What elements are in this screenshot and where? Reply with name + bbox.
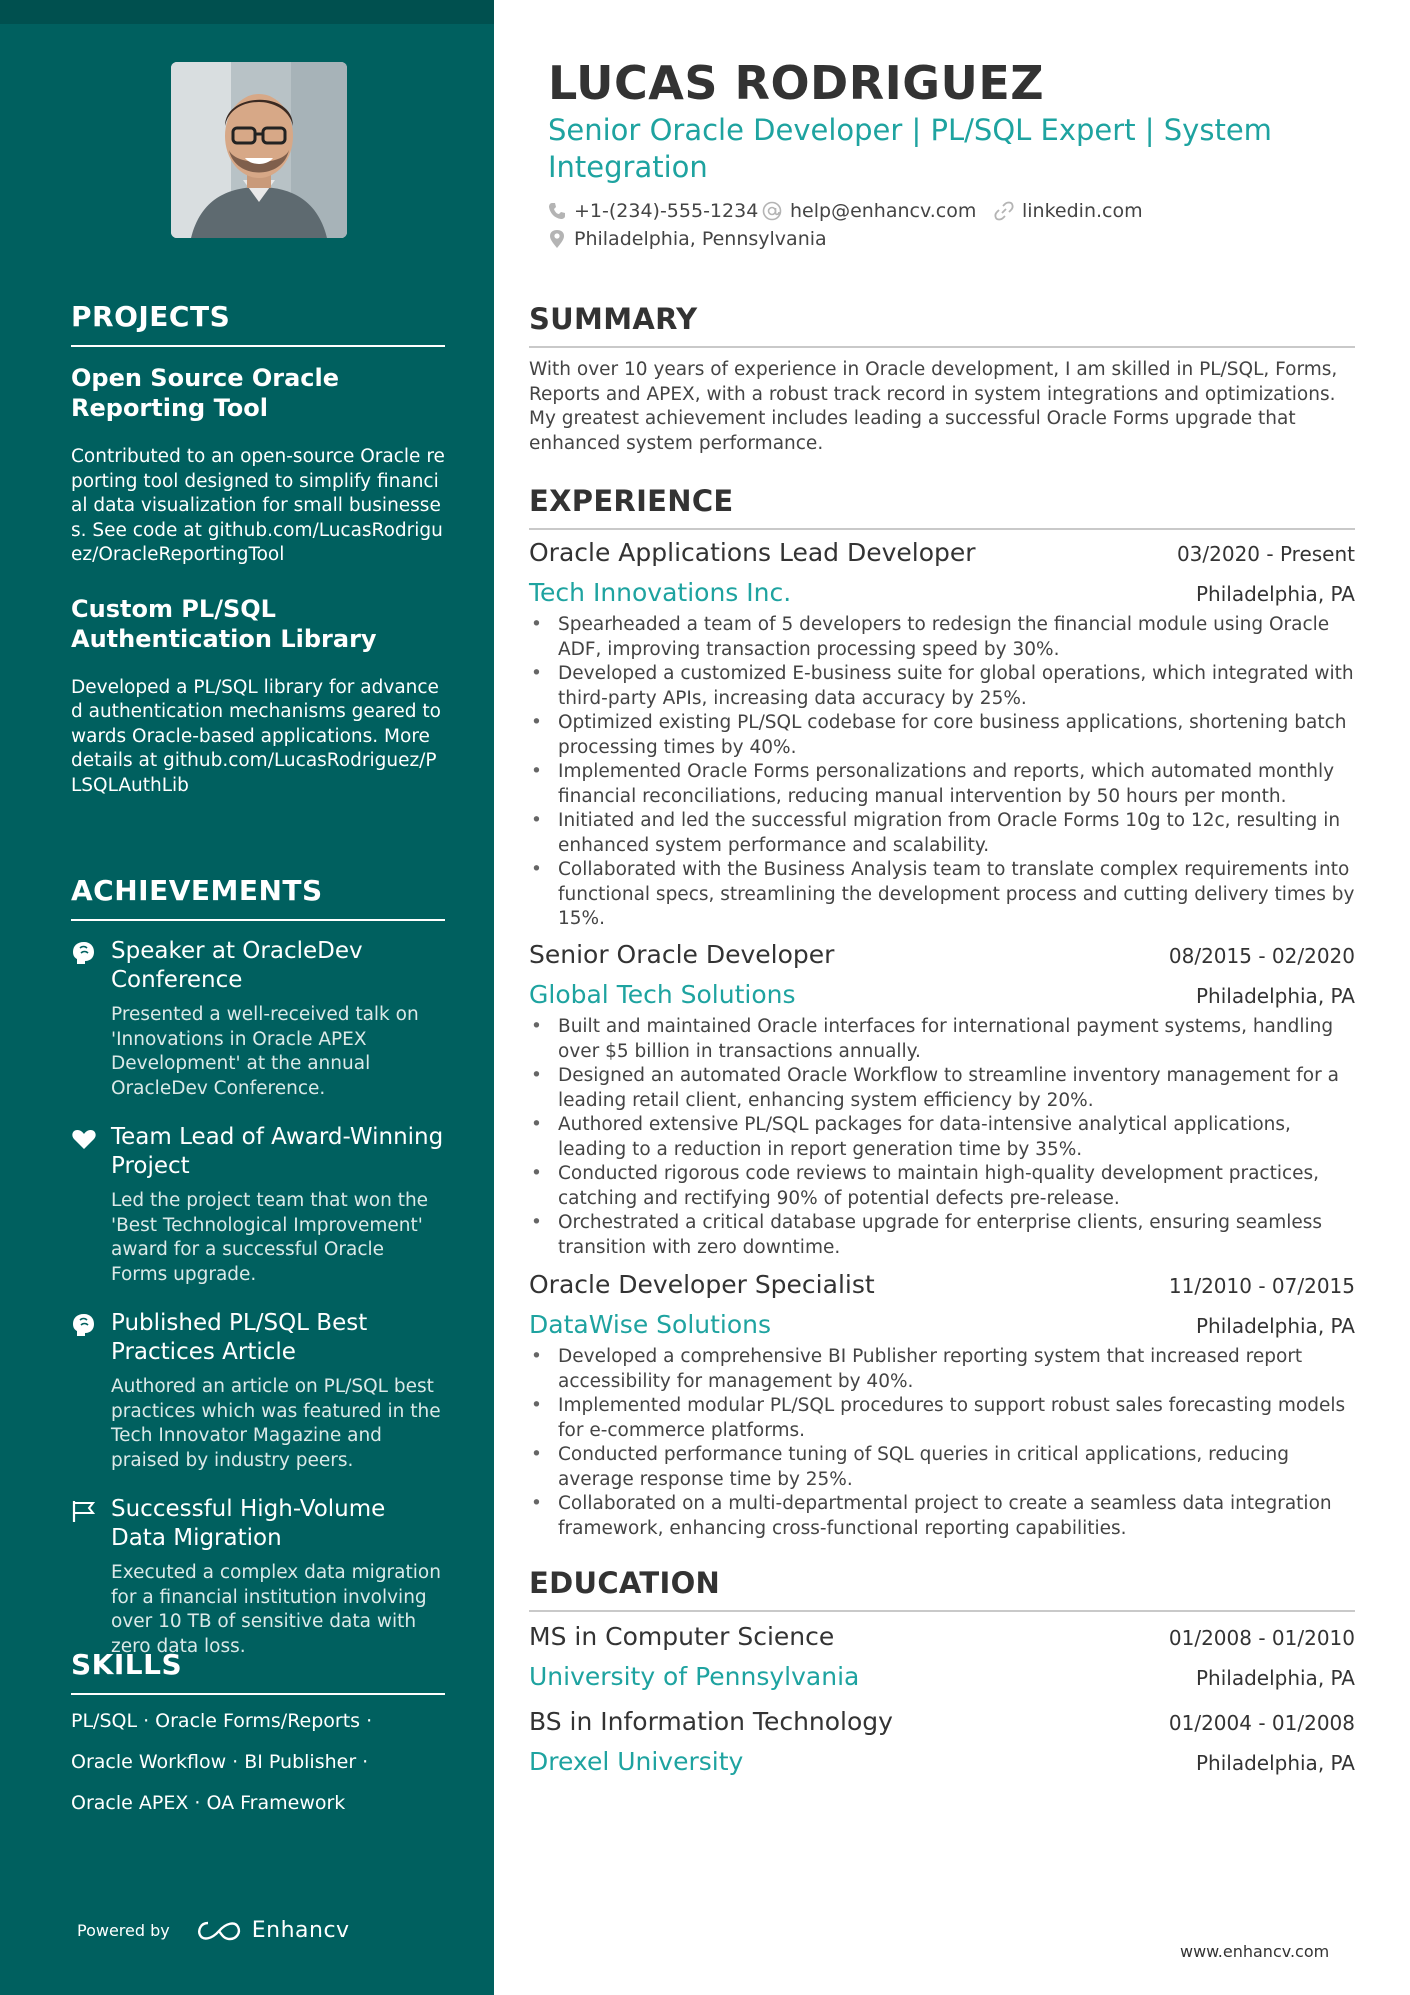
experience-heading: EXPERIENCE xyxy=(529,484,1355,530)
company-name: Tech Innovations Inc. xyxy=(529,578,792,607)
candidate-name: LUCAS RODRIGUEZ xyxy=(548,56,1045,110)
achievement-description: Led the project team that won the 'Best Technological Improvement' award for a successful Oracle Forms upgrade. xyxy=(111,1190,429,1285)
job-company-row xyxy=(529,1310,1355,1339)
achievement-title: Speaker at OracleDev Conference xyxy=(111,938,363,993)
job-dates: 11/2010 - 07/2015 xyxy=(1168,1274,1355,1298)
contact-email[interactable] xyxy=(762,200,976,222)
achievement-description: Presented a well-received talk on 'Innovations in Oracle APEX Development' at the annual OracleDev Conference. xyxy=(111,1004,419,1099)
summary-heading: SUMMARY xyxy=(529,302,1355,348)
sidebar xyxy=(0,0,494,1995)
enhancv-brand-text: Enhancv xyxy=(251,1918,350,1943)
skills-line: Oracle Workflow · BI Publisher · xyxy=(71,1751,369,1773)
powered-by xyxy=(77,1918,350,1943)
brain-icon xyxy=(71,1312,97,1338)
job-title-row xyxy=(529,940,1355,969)
bullet-item: • Implemented Oracle Forms personalizations and reports, which automated monthly financial reconciliations, reducing manual intervention by 50 hours per month. xyxy=(529,760,1355,809)
bullet-item: • Initiated and led the successful migration from Oracle Forms 10g to 12c, resulting in enhanced system performance and scalability. xyxy=(529,809,1355,858)
powered-by-label: Powered by xyxy=(77,1921,170,1940)
bullet-item: • Optimized existing PL/SQL codebase for core business applications, shortening batch processing times by 40%. xyxy=(529,711,1355,760)
job-title-row xyxy=(529,1270,1355,1299)
bullet-item: • Built and maintained Oracle interfaces for international payment systems, handling over $5 billion in transactions annually. xyxy=(529,1015,1355,1064)
linkedin-text: linkedin.com xyxy=(1022,200,1143,222)
job-title-row xyxy=(529,538,1355,567)
enhancv-logo-icon xyxy=(196,1919,242,1943)
project-title: Open Source Oracle Reporting Tool xyxy=(71,364,340,422)
education-dates: 01/2008 - 01/2010 xyxy=(1168,1626,1355,1650)
education-degree-row xyxy=(529,1622,1355,1651)
project-description: Developed a PL/SQL library for advanced authentication mechanisms geared towards Oracle-based applications. More details at github.com/LucasRodriguez/PLSQLAuthLib xyxy=(71,676,441,796)
location-text: Philadelphia, Pennsylvania xyxy=(574,228,827,250)
education-school-row xyxy=(529,1662,1355,1691)
projects-heading: PROJECTS xyxy=(71,300,445,347)
projects-section xyxy=(71,300,445,824)
project-item xyxy=(71,363,445,568)
job-company-row xyxy=(529,980,1355,1009)
job-bullets xyxy=(529,1345,1355,1541)
degree: BS in Information Technology xyxy=(529,1707,893,1736)
achievement-description: Executed a complex data migration for a financial institution involving over 10 TB of sensitive data with zero data loss. xyxy=(111,1562,441,1657)
achievement-title: Published PL/SQL Best Practices Article xyxy=(111,1310,368,1365)
school-location: Philadelphia, PA xyxy=(1195,1751,1355,1775)
job-location: Philadelphia, PA xyxy=(1195,984,1355,1008)
phone-text: +1-(234)-555-1234 xyxy=(574,200,759,222)
skills-heading: SKILLS xyxy=(71,1648,445,1695)
bullet-item: • Spearheaded a team of 5 developers to redesign the financial module using Oracle ADF, improving transaction processing speed by 30%. xyxy=(529,613,1355,662)
job-dates: 03/2020 - Present xyxy=(1176,542,1355,566)
achievement-title: Successful High-Volume Data Migration xyxy=(111,1496,386,1551)
achievements-section xyxy=(71,874,445,1681)
link-icon xyxy=(994,201,1014,221)
school-name: Drexel University xyxy=(529,1747,744,1776)
bullet-item: • Conducted rigorous code reviews to maintain high-quality development practices, catching and rectifying 90% of potential defects pre-release. xyxy=(529,1162,1355,1211)
email-text: help@enhancv.com xyxy=(790,200,977,222)
contact-location xyxy=(548,228,827,250)
enhancv-logo[interactable] xyxy=(196,1918,350,1943)
phone-icon xyxy=(548,202,566,220)
education-degree-row xyxy=(529,1707,1355,1736)
bullet-item: • Collaborated with the Business Analysis team to translate complex requirements into functional specs, streamlining the development process and cutting delivery times by 15%. xyxy=(529,858,1355,932)
contact-phone[interactable] xyxy=(548,200,758,222)
bullet-item: • Orchestrated a critical database upgrade for enterprise clients, ensuring seamless transition with zero downtime. xyxy=(529,1211,1355,1260)
project-description: Contributed to an open-source Oracle reporting tool designed to simplify financial data visualization for small businesses. See code at github.com/LucasRodriguez/OracleReportingTool xyxy=(71,446,445,565)
job-title: Oracle Applications Lead Developer xyxy=(529,538,976,567)
job-location: Philadelphia, PA xyxy=(1195,582,1355,606)
bullet-item: • Authored extensive PL/SQL packages for data-intensive analytical applications, leading to a reduction in report generation time by 35%. xyxy=(529,1113,1355,1162)
location-pin-icon xyxy=(548,229,566,249)
school-location: Philadelphia, PA xyxy=(1195,1666,1355,1690)
achievement-item xyxy=(71,1123,445,1287)
bullet-item: • Designed an automated Oracle Workflow to streamline inventory management for a leading retail client, enhancing system efficiency by 20%. xyxy=(529,1064,1355,1113)
footer-website[interactable]: www.enhancv.com xyxy=(1180,1942,1330,1961)
at-icon xyxy=(762,201,782,221)
achievements-heading: ACHIEVEMENTS xyxy=(71,874,445,921)
summary-text: With over 10 years of experience in Oracle development, I am skilled in PL/SQL, Forms, Reports and APEX, with a robust track record in system integrations and optimizations. My greatest achievement includes leading a successful Oracle Forms upgrade that enhanced system performance. xyxy=(529,359,1338,454)
achievement-title: Team Lead of Award-Winning Project xyxy=(111,1124,444,1179)
skills-line: PL/SQL · Oracle Forms/Reports · xyxy=(71,1710,373,1732)
job-company-row xyxy=(529,578,1355,607)
contact-linkedin[interactable] xyxy=(994,200,1143,222)
project-item xyxy=(71,594,445,799)
candidate-headline: Senior Oracle Developer | PL/SQL Expert | System Integration xyxy=(548,113,1272,184)
job-title: Oracle Developer Specialist xyxy=(529,1270,875,1299)
bullet-item: • Conducted performance tuning of SQL queries in critical applications, reducing average response time by 25%. xyxy=(529,1443,1355,1492)
company-name: DataWise Solutions xyxy=(529,1310,772,1339)
profile-photo xyxy=(171,62,347,238)
education-dates: 01/2004 - 01/2008 xyxy=(1168,1711,1355,1735)
bullet-item: • Implemented modular PL/SQL procedures to support robust sales forecasting models for e-commerce platforms. xyxy=(529,1394,1355,1443)
achievement-item xyxy=(71,937,445,1101)
flag-icon xyxy=(71,1498,97,1524)
achievement-item xyxy=(71,1309,445,1473)
school-name: University of Pennsylvania xyxy=(529,1662,860,1691)
job-bullets xyxy=(529,1015,1355,1260)
skills-line: Oracle APEX · OA Framework xyxy=(71,1792,346,1814)
job-dates: 08/2015 - 02/2020 xyxy=(1168,944,1355,968)
brain-icon xyxy=(71,940,97,966)
job-title: Senior Oracle Developer xyxy=(529,940,835,969)
company-name: Global Tech Solutions xyxy=(529,980,796,1009)
project-title: Custom PL/SQL Authentication Library xyxy=(71,594,377,653)
skills-section xyxy=(71,1648,445,1824)
job-location: Philadelphia, PA xyxy=(1195,1314,1355,1338)
job-bullets xyxy=(529,613,1355,932)
degree: MS in Computer Science xyxy=(529,1622,835,1651)
achievement-description: Authored an article on PL/SQL best practices which was featured in the Tech Innovator Magazine and praised by industry peers. xyxy=(111,1376,441,1471)
bullet-item: • Developed a comprehensive BI Publisher reporting system that increased report accessibility for management by 40%. xyxy=(529,1345,1355,1394)
education-school-row xyxy=(529,1747,1355,1776)
heart-icon xyxy=(71,1126,97,1152)
bullet-item: • Developed a customized E-business suite for global operations, which integrated with third-party APIs, increasing data accuracy by 25%. xyxy=(529,662,1355,711)
sidebar-top-bar xyxy=(0,0,494,24)
bullet-item: • Collaborated on a multi-departmental project to create a seamless data integration framework, enhancing cross-functional reporting capabilities. xyxy=(529,1492,1355,1541)
achievement-item xyxy=(71,1495,445,1659)
education-heading: EDUCATION xyxy=(529,1566,1355,1612)
